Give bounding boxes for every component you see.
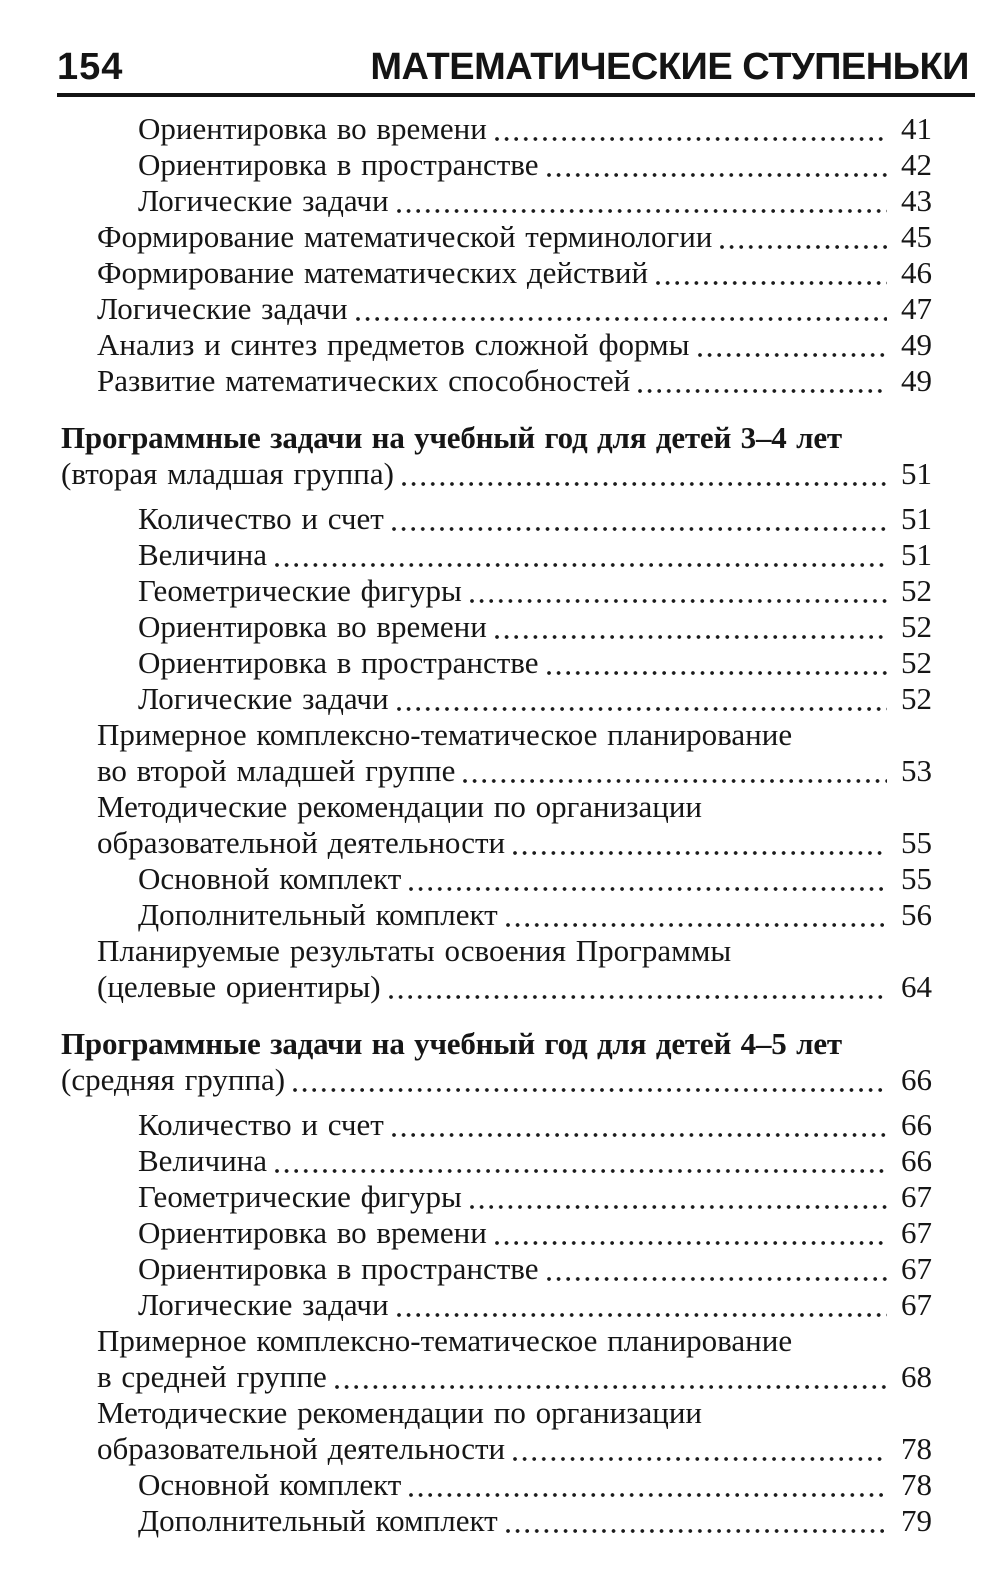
toc-entry-label: образовательной деятельности [97,1431,506,1466]
toc-entry [61,363,932,399]
toc-entry-page: 52 [901,609,932,644]
toc-entry [61,456,932,492]
toc-entry-label: Логические задачи [97,291,348,326]
toc-entry [61,255,932,291]
toc-entry [61,825,932,861]
dot-leader [397,209,887,213]
toc-entry-page: 56 [901,897,932,932]
dot-leader [470,599,887,603]
dot-leader [397,1313,887,1317]
toc-entry [61,861,932,897]
toc-entry [61,933,932,969]
toc-entry-page: 51 [901,456,932,491]
toc-entry-page: 64 [901,969,932,1004]
toc-entry [61,897,932,933]
toc-entry-label: Примерное комплексно-тематическое планирование [97,717,793,752]
toc-entry [61,501,932,537]
toc-entry-label: Анализ и синтез предметов сложной формы [97,327,690,362]
dot-leader [698,353,887,357]
toc-entry-page: 66 [901,1143,932,1178]
toc-entry [61,1287,932,1323]
toc-entry-label: Количество и счет [138,1107,384,1142]
toc-entry-label: Методические рекомендации по организации [97,789,703,824]
running-head [57,48,975,86]
toc-entry-page: 55 [901,861,932,896]
toc-entry-label: Ориентировка во времени [138,1215,487,1250]
toc-entry-label: Развитие математических способностей [97,363,631,398]
toc-entry [61,969,932,1005]
dot-leader [513,851,887,855]
toc-entry [61,219,932,255]
toc-entry-page: 66 [901,1062,932,1097]
toc-entry [61,1323,932,1359]
toc-entry-page: 78 [901,1431,932,1466]
toc-entry [61,1062,932,1098]
toc-entry-label: Ориентировка в пространстве [138,645,539,680]
toc-entry-page: 49 [901,363,932,398]
toc-entry [61,645,932,681]
dot-leader [275,1169,887,1173]
toc-entry [61,327,932,363]
toc-entry-page: 78 [901,1467,932,1502]
dot-leader [409,1493,887,1497]
toc-entry-page: 52 [901,645,932,680]
toc-entry [61,1179,932,1215]
dot-leader [656,281,887,285]
dot-leader [392,527,887,531]
toc [61,111,932,1539]
toc-entry-page: 46 [901,255,932,290]
toc-entry-page: 67 [901,1215,932,1250]
toc-entry [61,291,932,327]
toc-entry-page: 52 [901,573,932,608]
toc-entry-page: 53 [901,753,932,788]
running-title: МАТЕМАТИЧЕСКИЕ СТУПЕНЬКИ [370,46,969,88]
dot-leader [495,635,887,639]
toc-entry [61,1503,932,1539]
toc-entry [61,573,932,609]
toc-entry-label: Количество и счет [138,501,384,536]
toc-entry-label: Программные задачи на учебный год для детей 3–4 лет [61,420,842,455]
dot-leader [506,923,887,927]
toc-entry-page: 66 [901,1107,932,1142]
toc-entry-label: Ориентировка в пространстве [138,1251,539,1286]
toc-entry-page: 67 [901,1287,932,1322]
toc-entry-label: Величина [138,537,268,572]
dot-leader [392,1133,887,1137]
toc-entry-page: 49 [901,327,932,362]
dot-leader [495,1241,887,1245]
toc-entry-page: 55 [901,825,932,860]
toc-entry-label: (целевые ориентиры) [97,969,381,1004]
toc-entry [61,681,932,717]
toc-entry-page: 67 [901,1179,932,1214]
toc-entry [61,789,932,825]
toc-entry-label: Программные задачи на учебный год для детей 4–5 лет [61,1026,842,1061]
toc-entry-label: Геометрические фигуры [138,1179,462,1214]
toc-entry-label: Логические задачи [138,183,389,218]
toc-entry-page: 52 [901,681,932,716]
dot-leader [547,671,887,675]
toc-entry-label: Дополнительный комплект [138,897,498,932]
dot-leader [356,317,887,321]
toc-entry-page: 51 [901,501,932,536]
toc-entry-page: 79 [901,1503,932,1538]
toc-entry [61,420,932,456]
toc-entry [61,1467,932,1503]
toc-entry-page: 41 [901,111,932,146]
header-rule [57,93,975,97]
dot-leader [463,779,887,783]
dot-leader [547,173,887,177]
toc-entry-page: 45 [901,219,932,254]
toc-entry [61,1107,932,1143]
toc-entry-page: 51 [901,537,932,572]
dot-leader [275,563,887,567]
toc-entry-label: Ориентировка во времени [138,609,487,644]
dot-leader [638,389,887,393]
toc-entry [61,609,932,645]
toc-entry-page: 67 [901,1251,932,1286]
dot-leader [397,707,887,711]
dot-leader [506,1529,887,1533]
toc-entry-label: Формирование математических действий [97,255,649,290]
toc-entry-label: Формирование математической терминологии [97,219,713,254]
dot-leader [335,1385,887,1389]
toc-entry-label: Ориентировка во времени [138,111,487,146]
dot-leader [402,482,887,486]
toc-entry-label: Величина [138,1143,268,1178]
toc-entry [61,1431,932,1467]
toc-entry-label: Дополнительный комплект [138,1503,498,1538]
toc-entry-label: Логические задачи [138,681,389,716]
toc-entry-label: Логические задачи [138,1287,389,1322]
toc-entry-label: Ориентировка в пространстве [138,147,539,182]
toc-entry-label: Методические рекомендации по организации [97,1395,703,1430]
toc-entry [61,1026,932,1062]
toc-entry-label: в средней группе [97,1359,327,1394]
dot-leader [513,1457,887,1461]
toc-entry [61,717,932,753]
toc-entry [61,1395,932,1431]
toc-entry [61,147,932,183]
toc-entry-label: во второй младшей группе [97,753,456,788]
toc-entry [61,753,932,789]
page-number: 154 [57,46,124,88]
dot-leader [409,887,887,891]
toc-entry-label: Примерное комплексно-тематическое планирование [97,1323,793,1358]
toc-entry-label: Основной комплект [138,1467,402,1502]
toc-entry [61,537,932,573]
toc-entry [61,1143,932,1179]
toc-entry-label: Планируемые результаты освоения Программы [97,933,732,968]
dot-leader [389,995,887,999]
toc-entry-label: Основной комплект [138,861,402,896]
toc-entry [61,1359,932,1395]
dot-leader [495,137,887,141]
dot-leader [293,1088,887,1092]
toc-entry-label: Геометрические фигуры [138,573,462,608]
toc-entry [61,1251,932,1287]
toc-entry-page: 68 [901,1359,932,1394]
dot-leader [720,245,887,249]
toc-entry [61,183,932,219]
dot-leader [547,1277,887,1281]
toc-entry [61,1215,932,1251]
toc-entry-page: 42 [901,147,932,182]
toc-entry-label: (средняя группа) [61,1062,286,1097]
toc-entry-label: образовательной деятельности [97,825,506,860]
toc-entry [61,111,932,147]
toc-entry-label: (вторая младшая группа) [61,456,394,491]
toc-entry-page: 47 [901,291,932,326]
dot-leader [470,1205,887,1209]
toc-entry-page: 43 [901,183,932,218]
